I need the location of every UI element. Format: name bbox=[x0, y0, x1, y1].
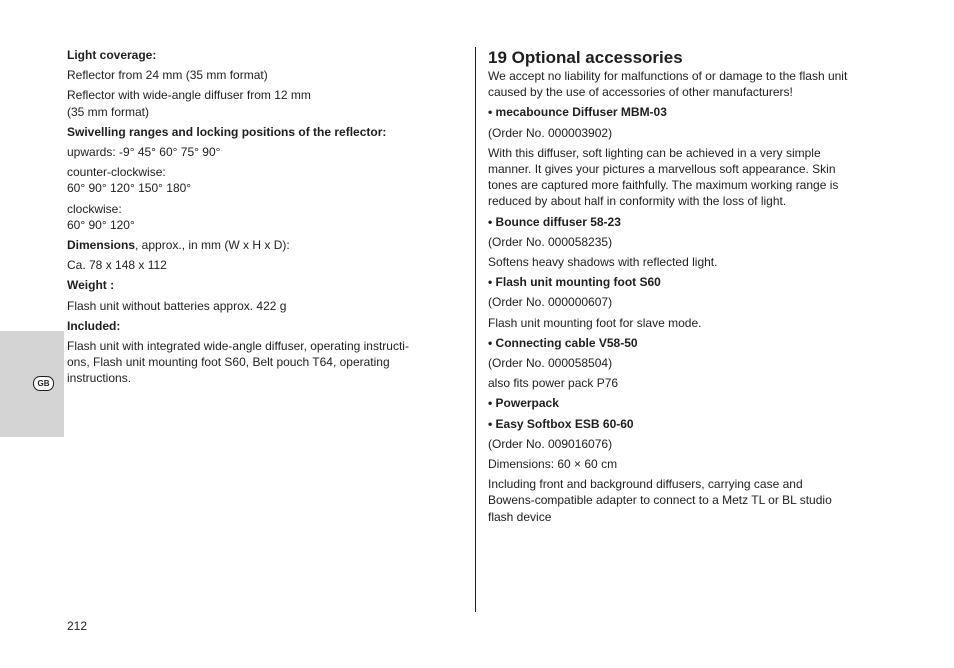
swivel-heading: Swivelling ranges and locking positions of the reflector: bbox=[67, 124, 387, 139]
dimensions-value: Ca. 78 x 148 x 112 bbox=[67, 258, 167, 273]
light-coverage-diffuser-line2: (35 mm format) bbox=[67, 104, 150, 119]
language-side-tab bbox=[0, 331, 64, 437]
included-line: Flash unit with integrated wide-angle diffuser, operating instructi- bbox=[67, 339, 409, 354]
page-number: 212 bbox=[67, 619, 88, 633]
column-divider bbox=[475, 47, 476, 612]
accessory-desc-bounce-diffuser: Softens heavy shadows with reflected light. bbox=[488, 255, 718, 270]
dimensions-suffix: , approx., in mm (W x H x D): bbox=[135, 238, 290, 253]
ccw-label: counter-clockwise: bbox=[67, 165, 166, 180]
accessory-title-mbm03: • mecabounce Diffuser MBM-03 bbox=[488, 105, 667, 120]
accessory-order-mounting-foot: (Order No. 000000607) bbox=[488, 295, 613, 310]
light-coverage-diffuser bbox=[67, 87, 459, 119]
cw-values: 60° 90° 120° bbox=[67, 217, 135, 232]
accessory-order-bounce-diffuser: (Order No. 000058235) bbox=[488, 234, 613, 249]
included-line: instructions. bbox=[67, 371, 132, 386]
desc-line: reduced by about half in conformity with the loss of light. bbox=[488, 194, 787, 209]
swivel-clockwise bbox=[67, 201, 459, 233]
language-badge: GB bbox=[33, 376, 54, 391]
desc-line: With this diffuser, soft lighting can be achieved in a very simple bbox=[488, 145, 821, 160]
weight-heading: Weight : bbox=[67, 278, 115, 293]
desc-line: tones are captured more faithfully. The maximum working range is bbox=[488, 178, 839, 193]
section-title: 19 Optional accessories bbox=[488, 48, 683, 67]
desc-line: Bowens-compatible adapter to connect to a Metz TL or BL studio bbox=[488, 493, 832, 508]
swivel-upwards: upwards: -9° 45° 60° 75° 90° bbox=[67, 145, 221, 160]
accessory-title-mounting-foot: • Flash unit mounting foot S60 bbox=[488, 275, 661, 290]
accessory-title-softbox: • Easy Softbox ESB 60-60 bbox=[488, 416, 634, 431]
accessories-column bbox=[488, 47, 898, 529]
swivel-counter-clockwise bbox=[67, 164, 459, 196]
specifications-column bbox=[67, 47, 459, 391]
included-heading: Included: bbox=[67, 318, 121, 333]
accessory-desc-softbox bbox=[488, 476, 898, 525]
accessory-desc-mounting-foot: Flash unit mounting foot for slave mode. bbox=[488, 315, 702, 330]
dimensions-heading: Dimensions bbox=[67, 238, 136, 253]
desc-line: manner. It gives your pictures a marvellous soft appearance. Skin bbox=[488, 162, 836, 177]
intro-line: caused by the use of accessories of other manufacturers! bbox=[488, 85, 793, 100]
light-coverage-heading: Light coverage: bbox=[67, 48, 157, 62]
light-coverage-diffuser-line1: Reflector with wide-angle diffuser from 12 mm bbox=[67, 88, 311, 103]
accessory-dimensions-softbox: Dimensions: 60 × 60 cm bbox=[488, 457, 618, 472]
accessory-title-connecting-cable: • Connecting cable V58-50 bbox=[488, 335, 638, 350]
cw-label: clockwise: bbox=[67, 201, 122, 216]
desc-line: Including front and background diffusers, carrying case and bbox=[488, 477, 803, 492]
weight-value: Flash unit without batteries approx. 422 g bbox=[67, 298, 287, 313]
dimensions-line bbox=[67, 237, 459, 253]
ccw-values: 60° 90° 120° 150° 180° bbox=[67, 181, 192, 196]
accessory-title-powerpack: • Powerpack bbox=[488, 396, 559, 411]
included-line: ons, Flash unit mounting foot S60, Belt pouch T64, operating bbox=[67, 355, 390, 370]
accessory-desc-connecting-cable: also fits power pack P76 bbox=[488, 376, 619, 391]
accessory-title-bounce-diffuser: • Bounce diffuser 58-23 bbox=[488, 214, 621, 229]
included-text bbox=[67, 338, 459, 387]
light-coverage-line: Reflector from 24 mm (35 mm format) bbox=[67, 68, 268, 83]
desc-line: flash device bbox=[488, 509, 552, 524]
intro-text bbox=[488, 68, 898, 100]
accessory-desc-mbm03 bbox=[488, 145, 898, 210]
accessory-order-connecting-cable: (Order No. 000058504) bbox=[488, 356, 613, 371]
accessory-order-softbox: (Order No. 009016076) bbox=[488, 436, 613, 451]
intro-line: We accept no liability for malfunctions of or damage to the flash unit bbox=[488, 69, 848, 83]
accessory-order-mbm03: (Order No. 000003902) bbox=[488, 125, 613, 140]
